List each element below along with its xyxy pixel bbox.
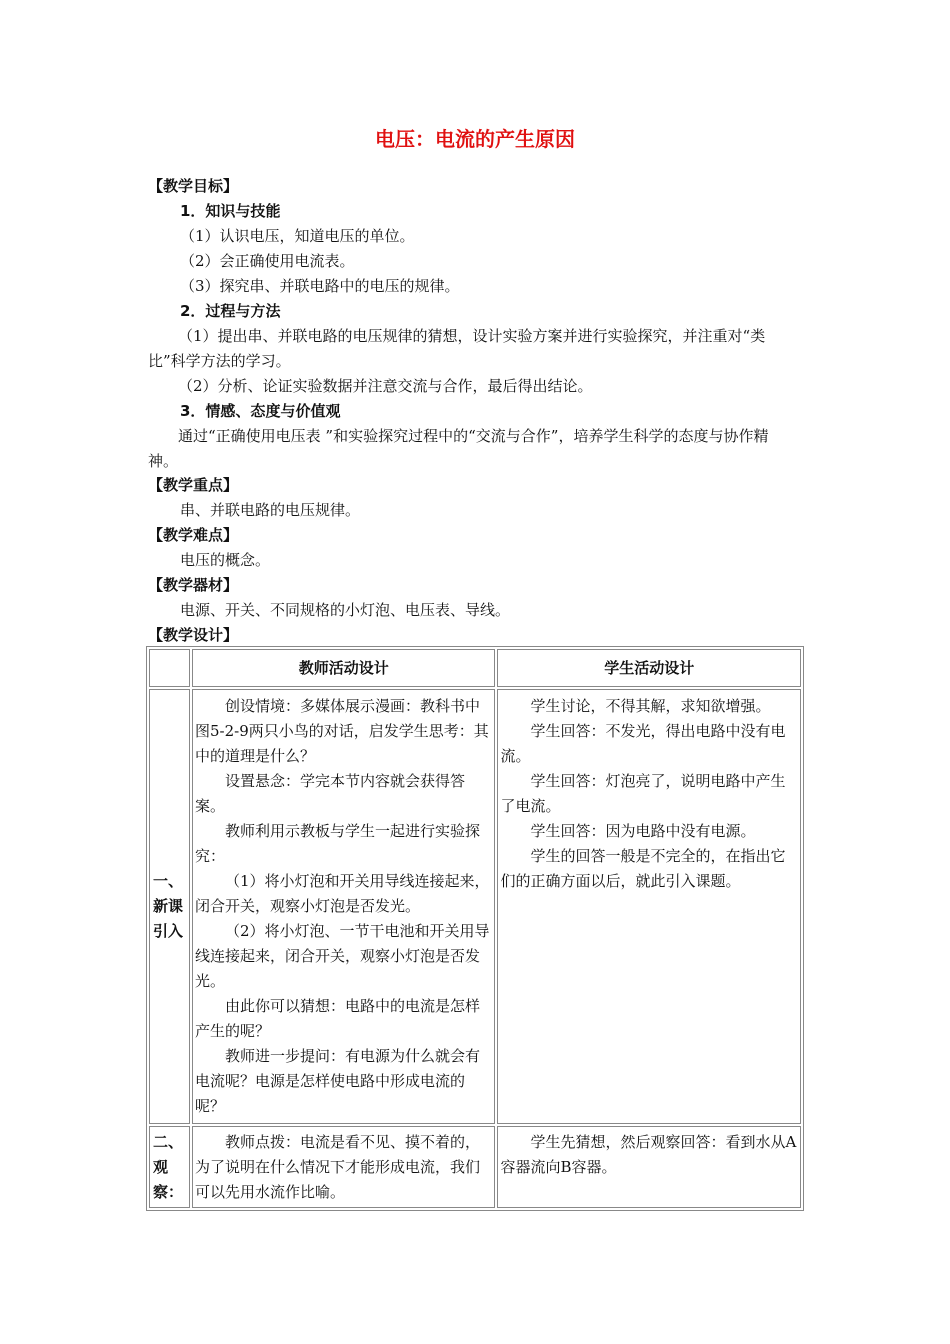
teacher-activity: 教师进一步提问：有电源为什么就会有电流呢？电源是怎样使电路中形成电流的呢？ (195, 1047, 481, 1115)
teacher-activity: 教师点拨：电流是看不见、摸不着的，为了说明在什么情况下才能形成电流，我们可以先用水流作比喻。 (195, 1133, 481, 1201)
page-title: 电压：电流的产生原因 (375, 127, 575, 151)
process-item: （1）提出串、并联电路的电压规律的猜想，设计实验方案并进行实验探究，并注重对“类比”科学方法的学习。 (148, 327, 766, 370)
teaching-design-table (146, 646, 804, 1211)
student-activity-cell (497, 689, 801, 1124)
stage-label: 二、观察： (153, 1133, 184, 1201)
equipment-heading: 【教学器材】 (148, 576, 239, 594)
teacher-activity: 由此你可以猜想：电路中的电流是怎样产生的呢？ (195, 997, 481, 1040)
attitude-heading: 3．情感、态度与价值观 (180, 402, 341, 420)
teacher-activity: 创设情境：多媒体展示漫画：教科书中图5-2-9两只小鸟的对话，启发学生思考：其中的道理是什么？ (195, 697, 489, 765)
table-row (149, 689, 801, 1124)
equipment-text: 电源、开关、不同规格的小灯泡、电压表、导线。 (180, 601, 511, 619)
table-header-row (149, 649, 801, 687)
student-column-header: 学生活动设计 (497, 649, 801, 687)
knowledge-item: （2）会正确使用电流表。 (180, 252, 355, 270)
process-item: （2）分析、论证实验数据并注意交流与合作，最后得出结论。 (178, 377, 593, 395)
difficulty-text: 电压的概念。 (180, 551, 271, 569)
process-heading: 2．过程与方法 (180, 302, 281, 320)
student-activity-cell (497, 1126, 801, 1208)
teacher-column-header: 教师活动设计 (192, 649, 495, 687)
design-heading: 【教学设计】 (148, 626, 239, 644)
knowledge-item: （3）探究串、并联电路中的电压的规律。 (180, 277, 460, 295)
stage-cell (149, 689, 190, 1124)
student-activity: 学生讨论，不得其解，求知欲增强。 (530, 697, 771, 715)
student-activity: 学生的回答一般是不完全的，在指出它们的正确方面以后，就此引入课题。 (500, 847, 786, 890)
knowledge-heading: 1．知识与技能 (180, 202, 281, 220)
objectives-heading: 【教学目标】 (148, 177, 239, 195)
teacher-activity: （2）将小灯泡、一节干电池和开关用导线连接起来，闭合开关，观察小灯泡是否发光。 (195, 922, 490, 990)
stage-header-cell (149, 649, 190, 687)
student-activity: 学生先猜想，然后观察回答：看到水从A容器流向B容器。 (500, 1133, 797, 1176)
student-activity: 学生回答：不发光，得出电路中没有电流。 (500, 722, 786, 765)
table-row (149, 1126, 801, 1208)
student-activity: 学生回答：灯泡亮了，说明电路中产生了电流。 (500, 772, 786, 815)
stage-cell (149, 1126, 190, 1208)
teacher-activity: （1）将小灯泡和开关用导线连接起来，闭合开关，观察小灯泡是否发光。 (195, 872, 490, 915)
teacher-activity-cell (192, 689, 495, 1124)
teacher-activity: 教师利用示教板与学生一起进行实验探究： (195, 822, 481, 865)
stage-label: 一、新课引入 (153, 872, 184, 940)
difficulty-heading: 【教学难点】 (148, 526, 239, 544)
teacher-activity: 设置悬念：学完本节内容就会获得答案。 (195, 772, 466, 815)
key-point-text: 串、并联电路的电压规律。 (180, 501, 361, 519)
key-point-heading: 【教学重点】 (148, 476, 239, 494)
student-activity: 学生回答：因为电路中没有电源。 (530, 822, 756, 840)
teacher-activity-cell (192, 1126, 495, 1208)
attitude-text: 通过“正确使用电压表 ”和实验探究过程中的“交流与合作”，培养学生科学的态度与协作精神。 (148, 427, 769, 470)
knowledge-item: （1）认识电压，知道电压的单位。 (180, 227, 415, 245)
